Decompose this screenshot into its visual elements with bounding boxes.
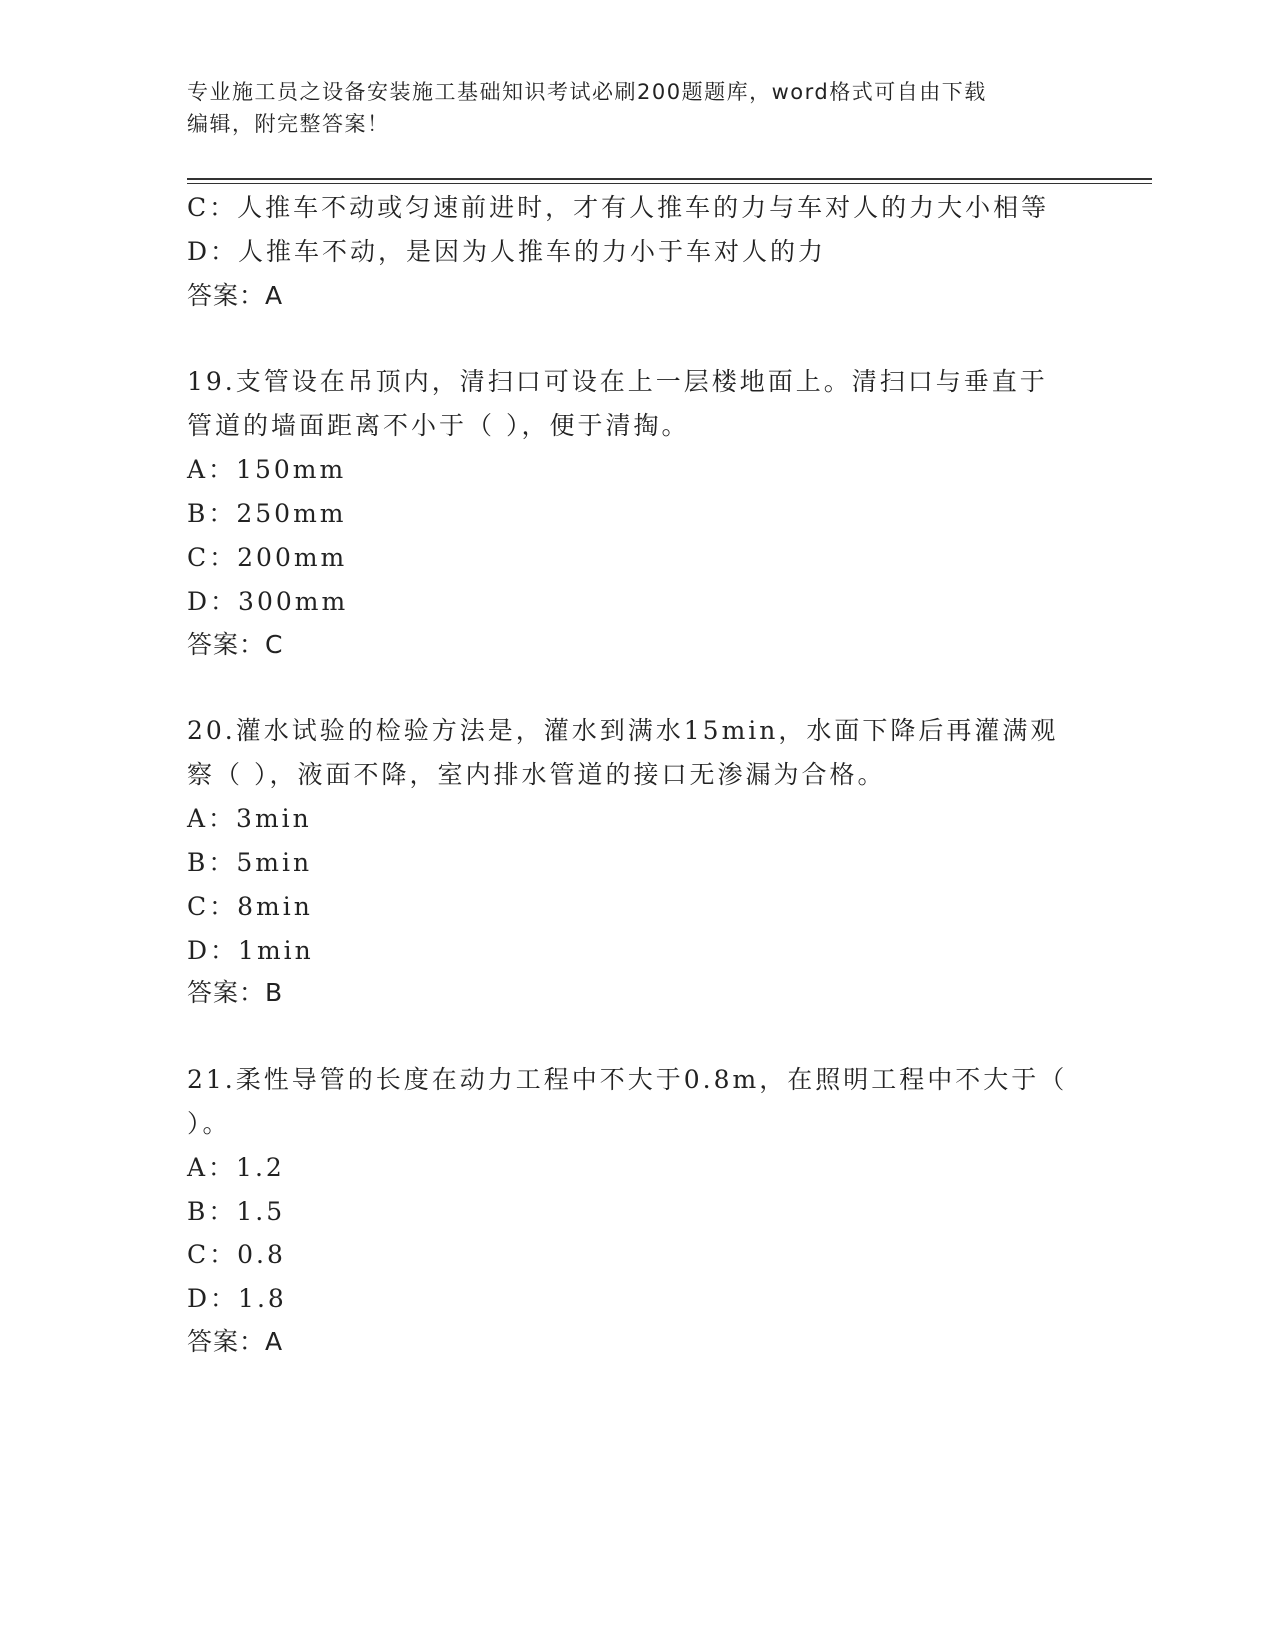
q20-option-b: B：5min xyxy=(187,848,313,877)
header-divider xyxy=(187,178,1152,184)
q19-option-b: B：250mm xyxy=(187,499,347,528)
q18-option-c: C：人推车不动或匀速前进时，才有人推车的力与车对人的力大小相等 xyxy=(187,193,1050,222)
q19-option-a: A：150mm xyxy=(187,455,347,484)
document-header xyxy=(187,76,1067,140)
q19-stem-line-1: 19.支管设在吊顶内，清扫口可设在上一层楼地面上。清扫口与垂直于 xyxy=(187,367,1048,396)
q21-answer: 答案：A xyxy=(187,1327,284,1356)
q19-option-d: D：300mm xyxy=(187,587,349,616)
q21-option-c: C：0.8 xyxy=(187,1240,286,1269)
q19-stem-line-2: 管道的墙面距离不小于（ ），便于清掏。 xyxy=(187,411,690,440)
q18-answer: 答案：A xyxy=(187,281,284,310)
q19-answer: 答案：C xyxy=(187,630,284,659)
q19-option-c: C：200mm xyxy=(187,543,348,572)
q20-option-d: D：1min xyxy=(187,936,314,965)
header-title-line-1: 专业施工员之设备安装施工基础知识考试必刷200题题库，word格式可自由下载 xyxy=(187,80,987,104)
q21-option-d: D：1.8 xyxy=(187,1284,287,1313)
q21-option-a: A：1.2 xyxy=(187,1153,285,1182)
q20-stem-line-1: 20.灌水试验的检验方法是，灌水到满水15min，水面下降后再灌满观 xyxy=(187,716,1059,745)
q18-option-d: D：人推车不动，是因为人推车的力小于车对人的力 xyxy=(187,237,827,266)
q21-stem-line-2: ）。 xyxy=(187,1109,231,1138)
q21-option-b: B：1.5 xyxy=(187,1197,286,1226)
header-title-line-2: 编辑，附完整答案！ xyxy=(187,112,390,136)
q20-stem-line-2: 察（ ），液面不降，室内排水管道的接口无渗漏为合格。 xyxy=(187,760,886,789)
q21-stem-line-1: 21.柔性导管的长度在动力工程中不大于0.8m，在照明工程中不大于（ xyxy=(187,1065,1068,1094)
q20-answer: 答案：B xyxy=(187,978,284,1007)
q20-option-c: C：8min xyxy=(187,892,313,921)
q20-option-a: A：3min xyxy=(187,804,312,833)
